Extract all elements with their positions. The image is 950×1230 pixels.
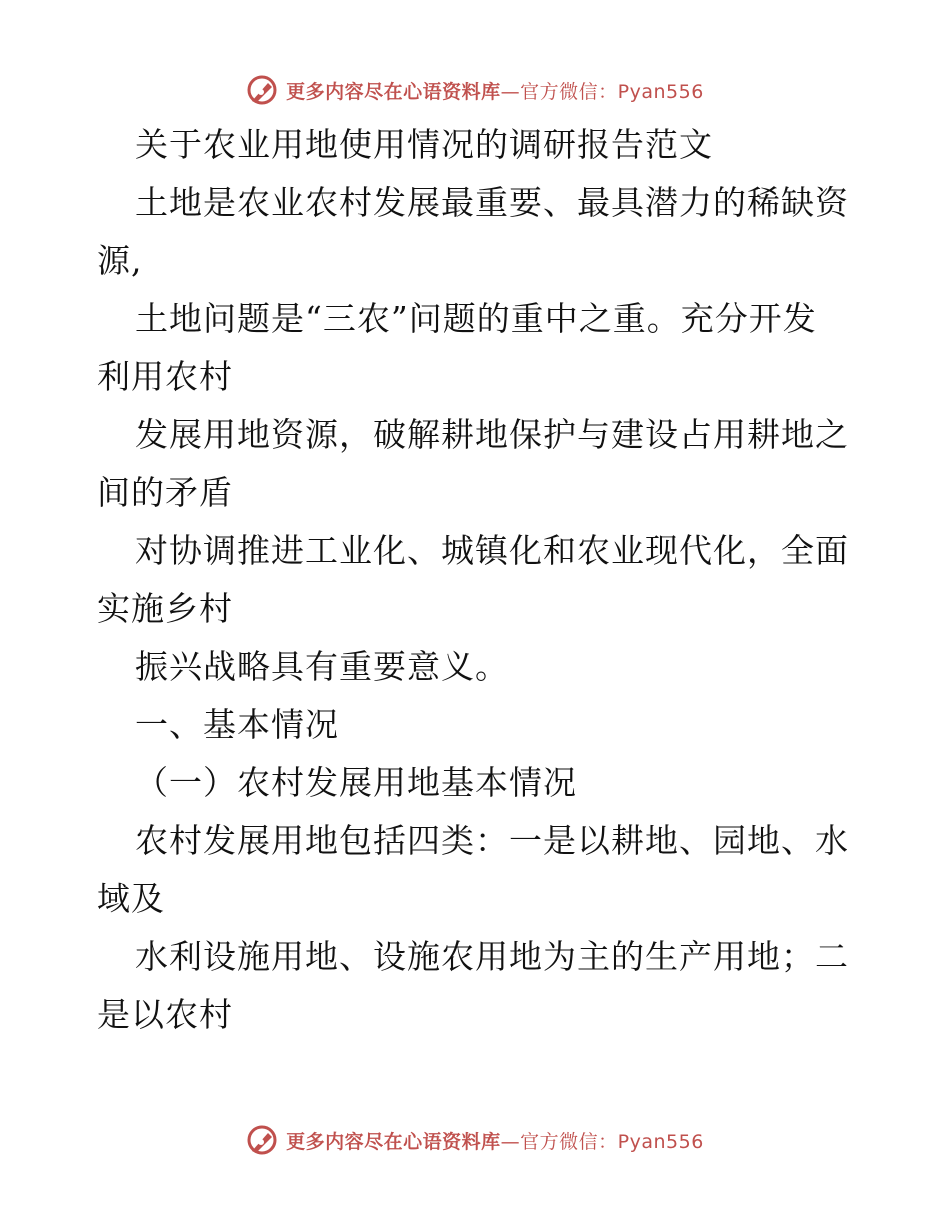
pen-logo-icon <box>246 1124 278 1156</box>
text-line: 关于农业用地使用情况的调研报告范文 <box>135 125 713 164</box>
text-line: 振兴战略具有重要意义。 <box>135 647 509 686</box>
text-line: 对协调推进工业化、城镇化和农业现代化，全面 <box>135 531 849 570</box>
text-line: 利用农村 <box>97 357 233 396</box>
text-line: 一、基本情况 <box>135 705 339 744</box>
text-line: 农村发展用地包括四类：一是以耕地、园地、水 <box>135 821 849 860</box>
text-line: 土地是农业农村发展最重要、最具潜力的稀缺资 <box>135 183 849 222</box>
text-line: 水利设施用地、设施农用地为主的生产用地；二 <box>135 937 849 976</box>
text-line: （一）农村发展用地基本情况 <box>135 763 577 802</box>
text-line: 间的矛盾 <box>97 473 233 512</box>
header-watermark <box>0 70 950 110</box>
pen-logo-icon <box>246 74 278 106</box>
text-line: 是以农村 <box>97 995 233 1034</box>
text-line: 发展用地资源，破解耕地保护与建设占用耕地之 <box>135 415 849 454</box>
watermark-text: 更多内容尽在心语资料库—官方微信：Pyan556 <box>286 80 704 103</box>
watermark-text: 更多内容尽在心语资料库—官方微信：Pyan556 <box>286 1130 704 1153</box>
text-line: 源, <box>97 241 143 280</box>
text-line: 域及 <box>97 879 165 918</box>
footer-watermark <box>0 1120 950 1160</box>
document-body <box>97 116 857 1044</box>
text-line: 土地问题是“三农”问题的重中之重。充分开发 <box>135 299 817 338</box>
text-line: 实施乡村 <box>97 589 233 628</box>
